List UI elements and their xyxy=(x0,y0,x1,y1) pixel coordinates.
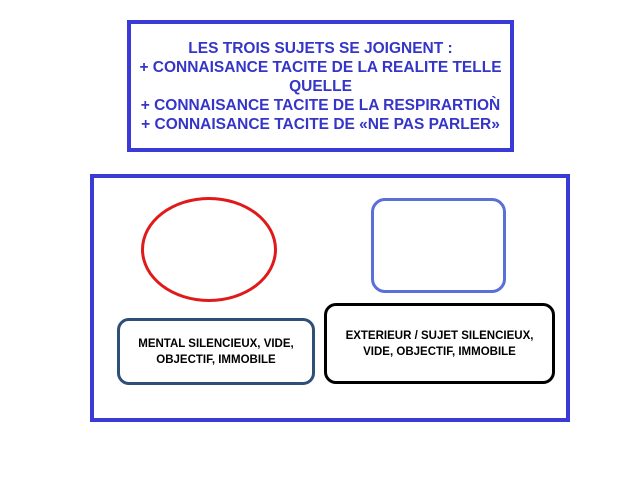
title-line-2: + CONNAISANCE TACITE DE LA REALITE TELLE xyxy=(139,58,502,76)
red-ellipse-shape xyxy=(141,197,277,302)
title-box xyxy=(127,20,514,152)
title-line-3: QUELLE xyxy=(289,77,352,95)
exterieur-label-line-1: EXTERIEUR / SUJET SILENCIEUX, xyxy=(345,329,534,342)
title-line-1: LES TROIS SUJETS SE JOIGNENT : xyxy=(188,39,453,57)
title-line-4: + CONNAISANCE TACITE DE LA RESPIRARTIOǸ xyxy=(140,96,501,114)
mental-label-line-1: MENTAL SILENCIEUX, VIDE, xyxy=(138,337,294,350)
blue-rounded-square-shape xyxy=(371,198,506,293)
mental-label-line-2: OBJECTIF, IMMOBILE xyxy=(156,353,276,366)
mental-label-box xyxy=(117,318,315,385)
exterieur-label-box xyxy=(324,303,555,384)
title-line-5: + CONNAISANCE TACITE DE «NE PAS PARLER» xyxy=(141,115,500,133)
exterieur-label-line-2: VIDE, OBJECTIF, IMMOBILE xyxy=(363,345,516,358)
